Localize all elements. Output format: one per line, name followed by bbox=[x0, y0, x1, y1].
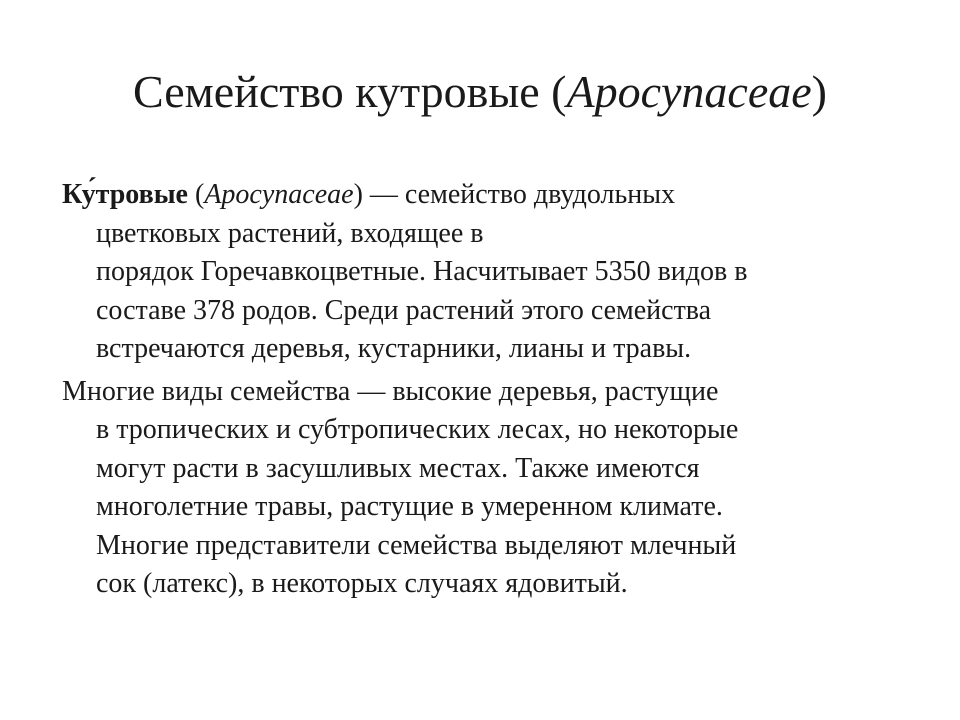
text-fragment: Многие виды семейства — высокие деревья, растущие bbox=[62, 375, 719, 407]
text-fragment: порядок Горечавкоцветные. Насчитывает 5350 видов в bbox=[96, 256, 748, 287]
text-fragment: ) — семейство двудольных bbox=[353, 179, 676, 210]
text-fragment: могут расти в засушливых местах. Также имеются bbox=[96, 452, 700, 484]
text-line bbox=[62, 292, 922, 331]
term-bold: Ку́тровые bbox=[62, 179, 188, 210]
slide-body bbox=[62, 176, 922, 608]
paragraph bbox=[62, 176, 922, 369]
text-fragment: в тропических и субтропических лесах, но некоторые bbox=[96, 414, 739, 445]
text-fragment: встречаются деревья, кустарники, лианы и травы. bbox=[96, 333, 692, 364]
text-line bbox=[62, 527, 922, 566]
text-line bbox=[62, 565, 922, 604]
title-latin-name: Apocynaceae bbox=[566, 66, 812, 117]
text-fragment: цветковых растений, входящее в bbox=[96, 217, 484, 249]
text-line bbox=[62, 330, 922, 369]
text-fragment: многолетние травы, растущие в умеренном климате. bbox=[96, 491, 723, 522]
text-line bbox=[62, 215, 922, 254]
text-fragment: составе 378 родов. Среди растений этого семейства bbox=[96, 294, 712, 326]
text-fragment: сок (латекс), в некоторых случаях ядовитый. bbox=[96, 568, 628, 599]
text-line bbox=[62, 450, 922, 489]
text-fragment: ( bbox=[188, 179, 205, 210]
text-line bbox=[62, 176, 922, 215]
text-line bbox=[62, 488, 922, 527]
text-fragment: Многие представители семейства выделяют млечный bbox=[96, 529, 737, 561]
title-prefix: Семейство кутровые ( bbox=[133, 66, 567, 117]
text-line bbox=[62, 253, 922, 292]
text-line bbox=[62, 411, 922, 450]
latin-name: Apocynaceae bbox=[204, 179, 354, 210]
slide-title bbox=[0, 62, 960, 122]
paragraph bbox=[62, 373, 922, 604]
text-line bbox=[62, 373, 922, 412]
title-suffix: ) bbox=[811, 66, 827, 117]
